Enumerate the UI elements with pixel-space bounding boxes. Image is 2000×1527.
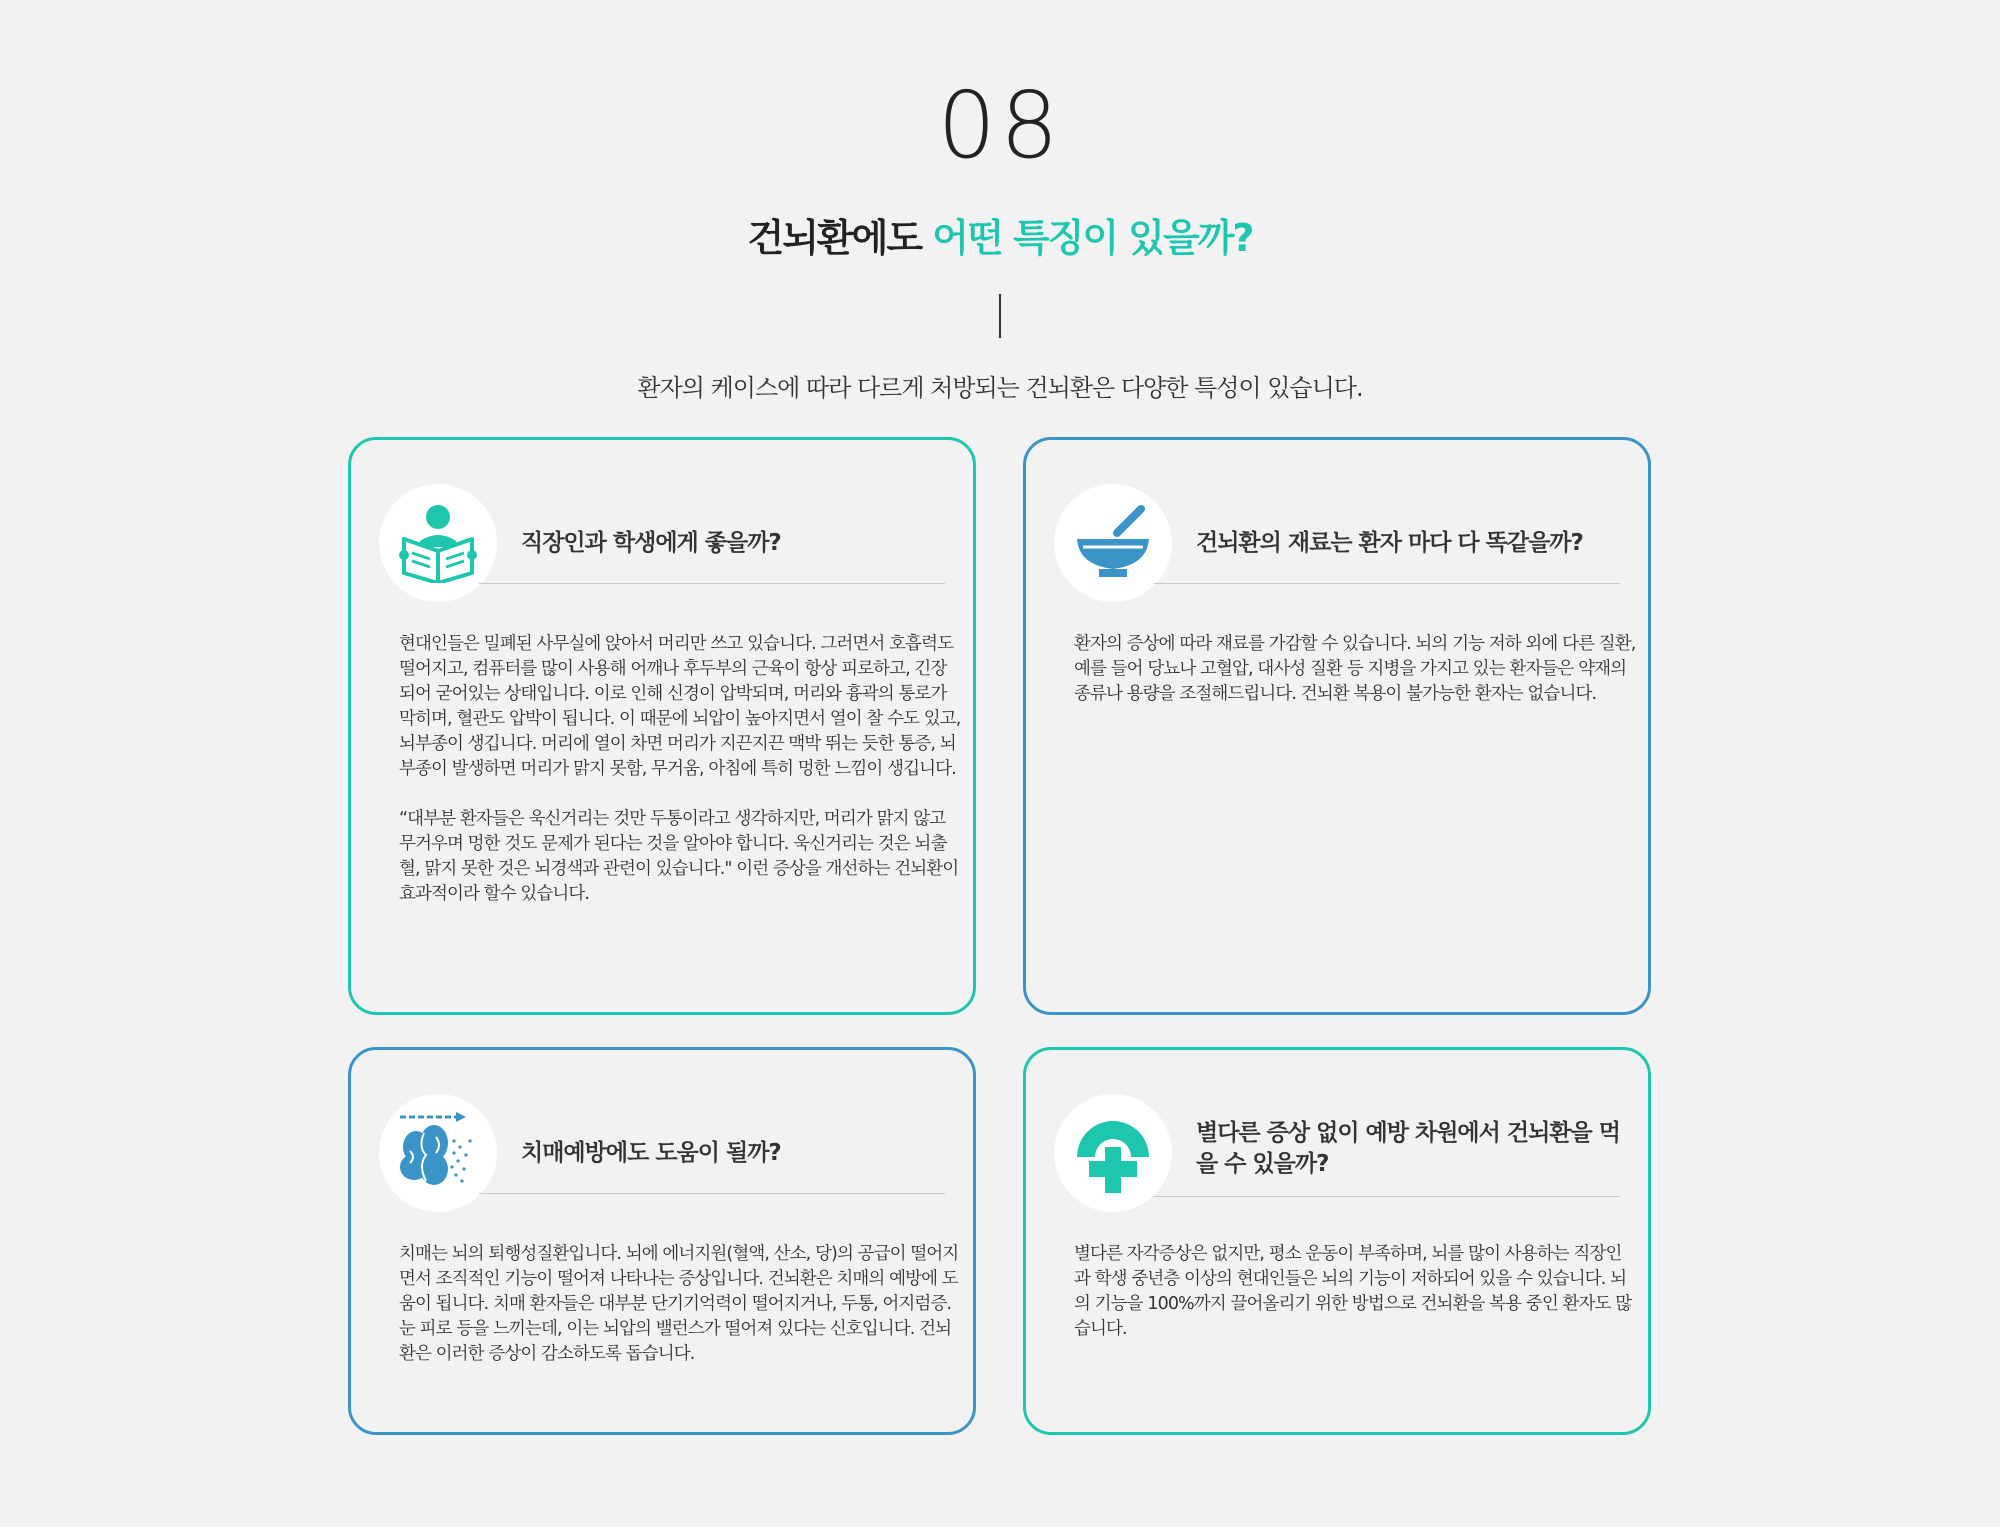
card-title: 별다른 증상 없이 예방 차원에서 건뇌환을 먹을 수 있을까? — [1196, 1120, 1620, 1177]
feature-card-dementia — [348, 1047, 976, 1435]
title-rule — [1154, 583, 1620, 584]
page-title-accent: 어떤 특징이 있을까? — [932, 216, 1253, 260]
card-body — [1074, 632, 1636, 707]
card-paragraph: 별다른 자각증상은 없지만, 평소 운동이 부족하며, 뇌를 많이 사용하는 직장인과 학생 중년층 이상의 현대인들은 뇌의 기능이 저하되어 있을 수 있습니다. 뇌의 기능을 100%까지 끌어올리기 위한 방법으로 건뇌환을 복용 중인 환자도 많습니다. — [1074, 1244, 1632, 1339]
mortar-pestle-icon — [1054, 484, 1172, 602]
card-paragraph: 환자의 증상에 따라 재료를 가감할 수 있습니다. 뇌의 기능 저하 외에 다른 질환, 예를 들어 당뇨나 고혈압, 대사성 질환 등 지병을 가지고 있는 환자들은 약재의 종류나 용량을 조절해드립니다. 건뇌환 복용이 불가능한 환자는 없습니다. — [1074, 634, 1636, 704]
card-paragraph: 현대인들은 밀폐된 사무실에 앉아서 머리만 쓰고 있습니다. 그러면서 호흡력도 떨어지고, 컴퓨터를 많이 사용해 어깨나 후두부의 근육이 항상 피로하고, 긴장되어 굳어있는 상태입니다. 이로 인해 신경이 압박되며, 머리와 흉곽의 통로가 막히며, 혈관도 압박이 됩니다. 이 때문에 뇌압이 높아지면서 열이 찰 수도 있고, 뇌부종이 생깁니다. 머리에 열이 차면 머리가 지끈지끈 맥박 뛰는 듯한 통증, 뇌부종이 발생하면 머리가 맑지 못함, 무거움, 아침에 특히 멍한 느낌이 생깁니다. — [399, 634, 961, 779]
card-paragraph: 치매는 뇌의 퇴행성질환입니다. 뇌에 에너지원(혈액, 산소, 당)의 공급이 떨어지면서 조직적인 기능이 떨어져 나타나는 증상입니다. 건뇌환은 치매의 예방에 도움이 됩니다. 치매 환자들은 대부분 단기기억력이 떨어지거나, 두통, 어지럼증. 눈 피로 등을 느끼는데, 이는 뇌압의 밸런스가 떨어져 있다는 신호입니다. 건뇌환은 이러한 증상이 감소하도록 돕습니다. — [399, 1244, 959, 1364]
feature-card-prevention — [1023, 1047, 1651, 1435]
medical-cross-icon — [1054, 1094, 1172, 1212]
card-title: 직장인과 학생에게 좋을까? — [521, 530, 781, 556]
card-body — [1074, 1242, 1636, 1342]
title-rule — [479, 1193, 945, 1194]
page-subtitle: 환자의 케이스에 따라 다르게 처방되는 건뇌환은 다양한 특성이 있습니다. — [637, 374, 1363, 402]
card-body — [399, 632, 961, 907]
section-number: 08 — [937, 80, 1063, 162]
card-title: 건뇌환의 재료는 환자 마다 다 똑같을까? — [1196, 530, 1583, 556]
reading-person-icon — [379, 484, 497, 602]
vertical-divider — [999, 294, 1001, 338]
card-title: 치매예방에도 도움이 될까? — [521, 1140, 781, 1166]
title-rule — [479, 583, 945, 584]
title-rule — [1154, 1196, 1620, 1197]
brain-icon — [379, 1094, 497, 1212]
card-paragraph: “대부분 환자들은 욱신거리는 것만 두통이라고 생각하지만, 머리가 맑지 않고 무거우며 멍한 것도 문제가 된다는 것을 알아야 합니다. 욱신거리는 것은 뇌출혈, 맑지 못한 것은 뇌경색과 관련이 있습니다." 이런 증상을 개선하는 건뇌환이 효과적이라 할수 있습니다. — [399, 809, 959, 904]
card-body — [399, 1242, 961, 1367]
page-title-main: 건뇌환에도 — [747, 216, 933, 260]
page-title — [0, 210, 2000, 266]
feature-card-ingredients — [1023, 437, 1651, 1015]
feature-card-office-workers — [348, 437, 976, 1015]
